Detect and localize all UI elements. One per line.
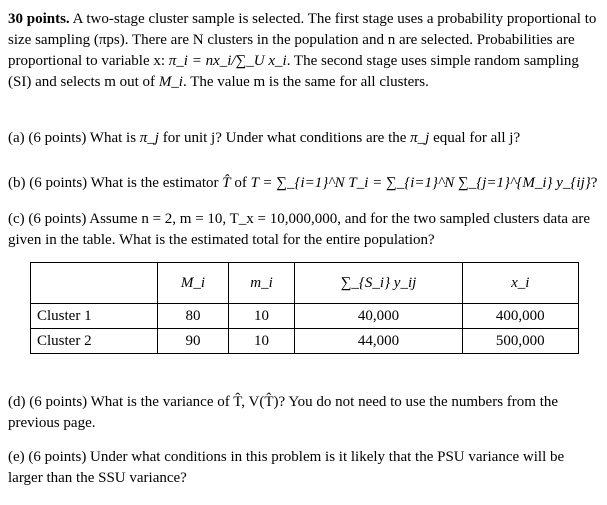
t-hat-symbol: T̂ [222, 175, 231, 191]
table-row [31, 329, 579, 354]
table-row [31, 304, 579, 329]
part-a-text-1: (a) (6 points) What is [8, 130, 137, 146]
header-cell-mi: M_i [158, 263, 228, 304]
header-cell-label [31, 263, 158, 304]
pi-j-symbol: π_j [139, 130, 159, 146]
intro-text-2: . The second stage uses simple random sampling (SI) and selects m out of [8, 53, 579, 90]
part-a-question [8, 128, 598, 149]
part-b-text-2: of [234, 175, 247, 191]
part-d-text: (d) (6 points) What is the variance of T̂, V(T̂)? You do not need to use the numbers from the previous page. [8, 394, 559, 431]
row-label: Cluster 2 [31, 329, 158, 354]
table-header-row [31, 263, 579, 304]
intro-text-3: . The value m is the same for all clusters. [182, 74, 429, 90]
intro-paragraph [8, 9, 598, 93]
cluster-data-table [30, 262, 579, 354]
part-c-text: (c) (6 points) Assume n = 2, m = 10, T_x = 10,000,000, and for the two sampled clusters data are given in the table. What is the estimated total for the entire population? [8, 211, 591, 248]
cell-m: 10 [228, 329, 295, 354]
part-a-text-3: equal for all j? [433, 130, 521, 146]
cell-mi: 80 [158, 304, 228, 329]
part-e-text: (e) (6 points) Under what conditions in this problem is it likely that the PSU variance will be larger than the SSU variance? [8, 449, 565, 486]
header-cell-m: m_i [228, 263, 295, 304]
pi-j-symbol-2: π_j [410, 130, 430, 146]
cell-x: 400,000 [462, 304, 578, 329]
row-label: Cluster 1 [31, 304, 158, 329]
intro-text-1: A two-stage cluster sample is selected. The first stage uses a probability proportional to size sampling (πps). There are N clusters in the population and n are selected. Probabilities are proportional to variable x: [8, 11, 597, 69]
cell-sum-y: 44,000 [295, 329, 462, 354]
cell-m: 10 [228, 304, 295, 329]
part-b-text-1: (b) (6 points) What is the estimator [8, 175, 219, 191]
part-b-question [8, 173, 598, 194]
cell-mi: 90 [158, 329, 228, 354]
part-c-question [8, 209, 598, 251]
part-a-text-2: for unit j? Under what conditions are the [162, 130, 407, 146]
total-formula: T = ∑_{i=1}^N T_i = ∑_{i=1}^N ∑_{j=1}^{M_i} y_{ij} [250, 175, 591, 191]
points-label: 30 points. [8, 11, 70, 27]
cell-x: 500,000 [462, 329, 578, 354]
header-cell-sum-y: ∑_{S_i} y_ij [295, 263, 462, 304]
cell-sum-y: 40,000 [295, 304, 462, 329]
part-b-text-3: ? [590, 175, 598, 191]
part-d-question [8, 392, 598, 434]
pi-formula: π_i = nx_i/∑_U x_i [168, 53, 287, 69]
mi-symbol: M_i [158, 74, 183, 90]
header-cell-x: x_i [462, 263, 578, 304]
part-e-question [8, 447, 598, 489]
